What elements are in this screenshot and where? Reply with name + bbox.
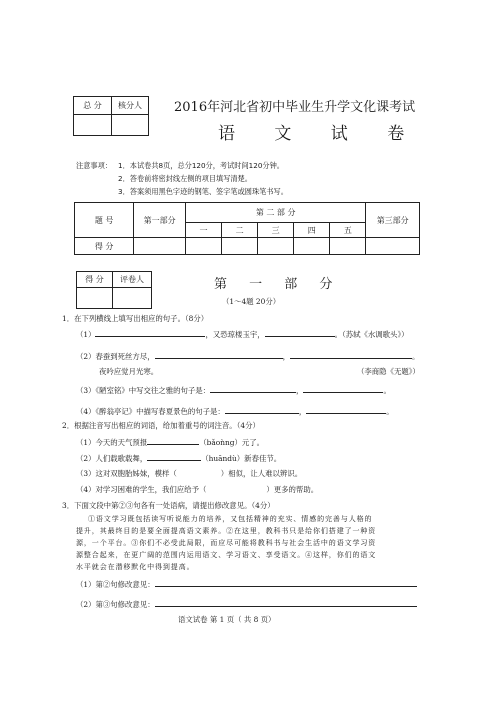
notice-label: 注意事项： [76, 161, 112, 170]
question-number-label: 题 号 [75, 203, 134, 238]
part2-col-3: 三 [258, 223, 294, 238]
q2-2-blank[interactable] [147, 452, 201, 461]
q1-5-prefix: （4）《醉翁亭记》中描写春夏景色的句子是： [76, 407, 225, 416]
score-cell-q2[interactable] [222, 238, 258, 255]
q3-answer-2 [76, 598, 417, 610]
q3-answer-1-label: （1）第②句修改意见： [76, 580, 155, 589]
q1-stem: 1．在下列横线上填写出相应的句子。（8分） [62, 314, 209, 323]
score-cell-q1[interactable] [185, 238, 221, 255]
score-cell-part3[interactable] [366, 238, 420, 255]
page-footer: 语文试卷 第 1 页（ 共 8 页） [178, 615, 276, 624]
q1-2-comma: ， [282, 352, 291, 361]
q1-line-1 [76, 328, 409, 340]
part2-label: 第 二 部 分 [185, 203, 365, 223]
total-score-cell[interactable] [74, 115, 112, 136]
q1-4-blank-b[interactable] [303, 384, 383, 393]
q1-2-prefix: （2）春蚕到死丝方尽， [76, 352, 155, 361]
q2-line-4 [76, 484, 318, 495]
q2-1-prefix: （1）今天的天气预报 [76, 438, 148, 447]
q2-3-suffix: ）相似，让人难以辨识。 [220, 469, 303, 478]
checker-label: 核分人 [112, 97, 149, 115]
q1-4-period: 。 [383, 386, 391, 395]
q1-2-period: 。 [412, 352, 420, 361]
q2-3-prefix: （3）这对双胞胎姊妹，模样（ [76, 469, 177, 478]
q1-1-blank-b[interactable] [265, 328, 335, 337]
q2-line-3 [76, 468, 302, 479]
q2-1-suffix: （bǎoǹng）元了。 [199, 438, 265, 447]
q2-2-suffix: （huāndù）新春佳节。 [201, 454, 282, 463]
exam-subtitle: 语 文 试 卷 [218, 124, 422, 144]
q2-2-prefix: （2）人们载歌载舞， [76, 454, 148, 463]
q1-4-comma: ， [296, 386, 304, 395]
checker-cell[interactable] [112, 115, 149, 136]
q2-1-blank[interactable] [147, 436, 199, 445]
notice-item-3: 3．答案须用黑色字迹的钢笔、签字笔或圆珠笔书写。 [118, 187, 288, 196]
q3-passage-line-3: 源，一个平台。③你们不必受此局限，而应尽可能将教科书与社会生活中的语文学习资 [76, 539, 377, 547]
q1-5-comma: ， [298, 407, 307, 416]
grader-name-cell[interactable] [113, 288, 152, 309]
q2-4-prefix: （4）对学习困难的学生，我们应给予（ [76, 485, 207, 494]
notice-item-2: 2．答卷前将密封线左侧的项目填写清楚。 [118, 174, 252, 183]
grader-box [76, 271, 152, 309]
q1-5-blank-a[interactable] [225, 405, 299, 414]
grader-score-cell[interactable] [77, 288, 113, 309]
q1-1-prefix: （1） [76, 330, 96, 339]
q2-line-1 [76, 436, 264, 448]
part3-label: 第三部分 [366, 203, 420, 238]
part2-col-4: 四 [294, 223, 330, 238]
score-cell-q5[interactable] [330, 238, 366, 255]
exam-title: 2016年河北省初中毕业生升学文化课考试 [174, 100, 416, 115]
q1-1-mid: ，又恐琼楼玉宇， [205, 330, 265, 339]
grader-score-label: 得 分 [77, 272, 113, 288]
q3-passage-line-1: ①语文学习既包括读写听说能力的培养，又包括精神的充实、情感的完善与人格的 [88, 515, 373, 523]
q1-line-2 [76, 350, 419, 362]
q3-answer-2-blank[interactable] [155, 598, 417, 607]
q1-line-4 [76, 384, 391, 396]
q3-passage-line-5: 水平就会在潜移默化中得到提高。 [76, 563, 195, 571]
score-row-label: 得 分 [75, 238, 134, 255]
score-cell-q3[interactable] [258, 238, 294, 255]
part2-col-1: 一 [185, 223, 221, 238]
q3-answer-2-label: （2）第③句修改意见： [76, 600, 155, 609]
part2-col-2: 二 [222, 223, 258, 238]
q2-line-2 [76, 452, 281, 464]
q1-5-blank-b[interactable] [306, 405, 386, 414]
part2-col-5: 五 [330, 223, 366, 238]
q1-5-period: 。 [386, 407, 394, 416]
q1-2-blank-b[interactable] [290, 350, 412, 359]
total-score-label: 总 分 [74, 97, 112, 115]
score-table [74, 202, 420, 255]
section-title: 第 一 部 分 [214, 277, 342, 292]
q3-stem: 3．下面文段中第②③句各有一处语病，请提出修改意见。（4分） [62, 501, 275, 510]
score-cell-q4[interactable] [294, 238, 330, 255]
q1-4-prefix: （3）《陋室铭》中写交往之雅的句子是： [76, 386, 211, 395]
q3-answer-1 [76, 578, 417, 590]
q1-4-blank-a[interactable] [210, 384, 296, 393]
q3-passage-line-4: 源整合起来，在更广阔的范围内运用语文、学习语文、享受语文。④这样，你们的语文 [76, 551, 377, 559]
part1-label: 第一部分 [134, 203, 186, 238]
q3-answer-1-blank[interactable] [155, 578, 417, 587]
q1-line-3: 夜吟应觉月光寒。 [99, 367, 159, 376]
grader-label: 评卷人 [113, 272, 152, 288]
q2-stem: 2．根据注音写出相应的词语，给加着重号的词注音。（4分） [62, 421, 260, 430]
q1-2-blank-a[interactable] [155, 350, 283, 359]
q1-line-3-source: （李商隐《无题》） [357, 367, 420, 376]
score-cell-part1[interactable] [134, 238, 186, 255]
total-score-box [73, 96, 149, 136]
q1-line-5 [76, 405, 394, 417]
notice-item-1: 1．本试卷共8页，总分120分，考试时间120分钟。 [118, 161, 284, 170]
q3-passage-line-2: 提升，其最终目的是要全面提高语文素养。②在这里，教科书只是给你们搭建了一种资 [76, 527, 377, 535]
q1-1-source: 。（苏轼《水调歌头》） [334, 330, 409, 339]
section-range: （1～4题 20分） [222, 297, 281, 306]
q1-1-blank-a[interactable] [95, 328, 205, 337]
q2-4-suffix: ）更多的帮助。 [266, 485, 319, 494]
